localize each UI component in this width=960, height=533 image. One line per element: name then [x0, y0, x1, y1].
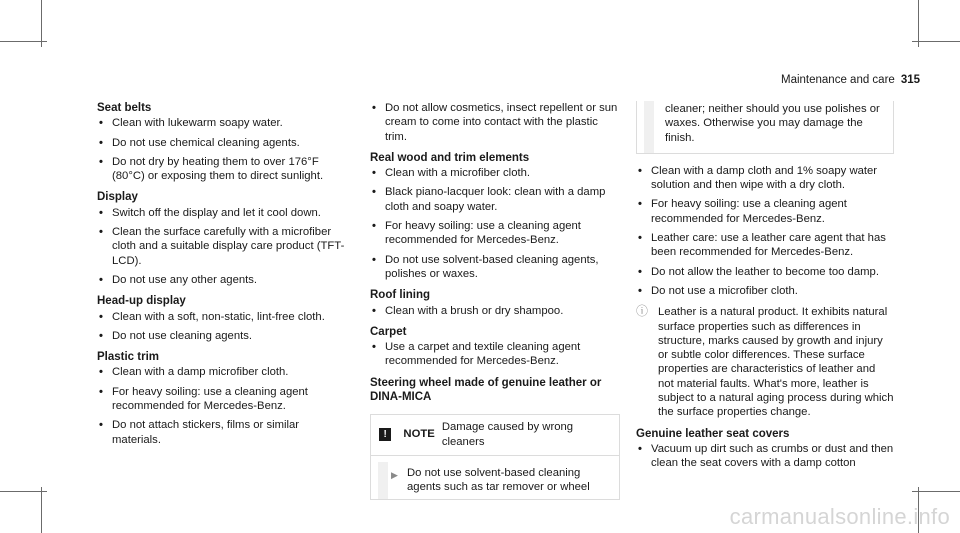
crop-mark [0, 491, 47, 492]
note-side-bar [644, 101, 654, 153]
note-box-continued [636, 101, 894, 154]
list-item: • For heavy soiling: use a cleaning agent recommended for Mercedes-Benz. [97, 385, 347, 414]
section-heading: Head-up display [97, 295, 186, 308]
note-instruction [383, 466, 613, 495]
bullet-list [97, 310, 347, 344]
list-item: • Do not use cleaning agents. [97, 329, 347, 343]
list-item: • Clean with a brush or dry shampoo. [370, 304, 620, 318]
note-label: NOTE [403, 428, 435, 441]
list-item: • Do not allow the leather to become too damp. [636, 265, 894, 279]
list-item: • Do not use any other agents. [97, 273, 347, 287]
list-item: • Clean with a microfiber cloth. [370, 166, 620, 180]
section-title: Maintenance and care [781, 74, 895, 86]
list-item: • Leather care: use a leather care agent that has been recommended for Mercedes-Benz. [636, 231, 894, 260]
watermark: carmanualsonline.info [729, 504, 950, 529]
list-item: • Do not allow cosmetics, insect repellent or sun cream to come into contact with the plastic trim. [370, 101, 620, 144]
list-item: • Clean the surface carefully with a microfiber cloth and a suitable display care product (TFT-LCD). [97, 225, 347, 268]
column-2 [370, 101, 620, 500]
bullet-list [370, 304, 620, 318]
crop-mark [41, 487, 42, 533]
instruction-text: Do not use solvent-based cleaning agents such as tar remover or wheel [407, 466, 590, 494]
list-item: • Do not use solvent-based cleaning agents, polishes or waxes. [370, 253, 620, 282]
list-item: • For heavy soiling: use a cleaning agent recommended for Mercedes-Benz. [636, 197, 894, 226]
section-heading: Roof lining [370, 289, 431, 302]
crop-mark [912, 41, 960, 42]
bullet-list [636, 442, 894, 471]
note-continued-text: cleaner; neither should you use polishes or waxes. Otherwise you may damage the finish. [665, 103, 880, 144]
list-item: • Do not dry by heating them to over 176°F (80°C) or exposing them to direct sunlight. [97, 155, 347, 184]
info-note [636, 305, 894, 419]
list-item: • Clean with a soft, non-static, lint-free cloth. [97, 310, 347, 324]
section-heading: Seat belts [97, 102, 152, 114]
crop-mark [0, 41, 47, 42]
info-icon: ⓘ [636, 304, 649, 319]
page-header [781, 74, 920, 86]
bullet-list [370, 166, 620, 281]
bullet-list [97, 206, 347, 287]
list-item: • For heavy soiling: use a cleaning agent recommended for Mercedes-Benz. [370, 219, 620, 248]
list-item: • Do not use chemical cleaning agents. [97, 136, 347, 150]
section-heading: Real wood and trim elements [370, 151, 530, 164]
section-heading: Steering wheel made of genuine leather or DINA-MICA [370, 376, 602, 404]
bullet-list [97, 116, 347, 183]
note-body [371, 456, 619, 499]
bullet-list [636, 164, 894, 298]
crop-mark [918, 0, 919, 47]
bullet-list [370, 101, 620, 144]
list-item: • Black piano-lacquer look: clean with a damp cloth and soapy water. [370, 185, 620, 214]
list-item: • Switch off the display and let it cool down. [97, 206, 347, 220]
list-item: • Clean with a damp cloth and 1% soapy water solution and then wipe with a dry cloth. [636, 164, 894, 193]
column-3 [636, 101, 894, 478]
section-heading: Genuine leather seat covers [636, 427, 790, 440]
list-item: • Do not use a microfiber cloth. [636, 284, 894, 298]
note-header [371, 415, 619, 456]
note-box [370, 414, 620, 499]
list-item: • Use a carpet and textile cleaning agent recommended for Mercedes-Benz. [370, 340, 620, 369]
section-heading: Plastic trim [97, 351, 159, 364]
info-text: Leather is a natural product. It exhibits natural surface properties such as differences in structure, marks caused by growth and injury or subtle color differences. These surface properties are characteristics of leather and not material faults. What's more, leather is subject to a natural aging process during which the surface properties change. [658, 306, 894, 419]
crop-mark [912, 491, 960, 492]
column-1 [97, 101, 347, 454]
play-arrow-icon: ▶ [391, 469, 398, 480]
list-item: • Vacuum up dirt such as crumbs or dust and then clean the seat covers with a damp cotton [636, 442, 894, 471]
note-title: Damage caused by wrong cleaners [441, 421, 574, 448]
bullet-list [97, 365, 347, 446]
list-item: • Clean with a damp microfiber cloth. [97, 365, 347, 379]
list-item: • Do not attach stickers, films or similar materials. [97, 418, 347, 447]
page-number: 315 [900, 74, 920, 86]
warning-icon: ! [379, 428, 391, 441]
section-heading: Carpet [370, 325, 407, 338]
bullet-list [370, 340, 620, 369]
crop-mark [41, 0, 42, 47]
list-item: • Clean with lukewarm soapy water. [97, 116, 347, 130]
section-heading: Display [97, 191, 138, 204]
